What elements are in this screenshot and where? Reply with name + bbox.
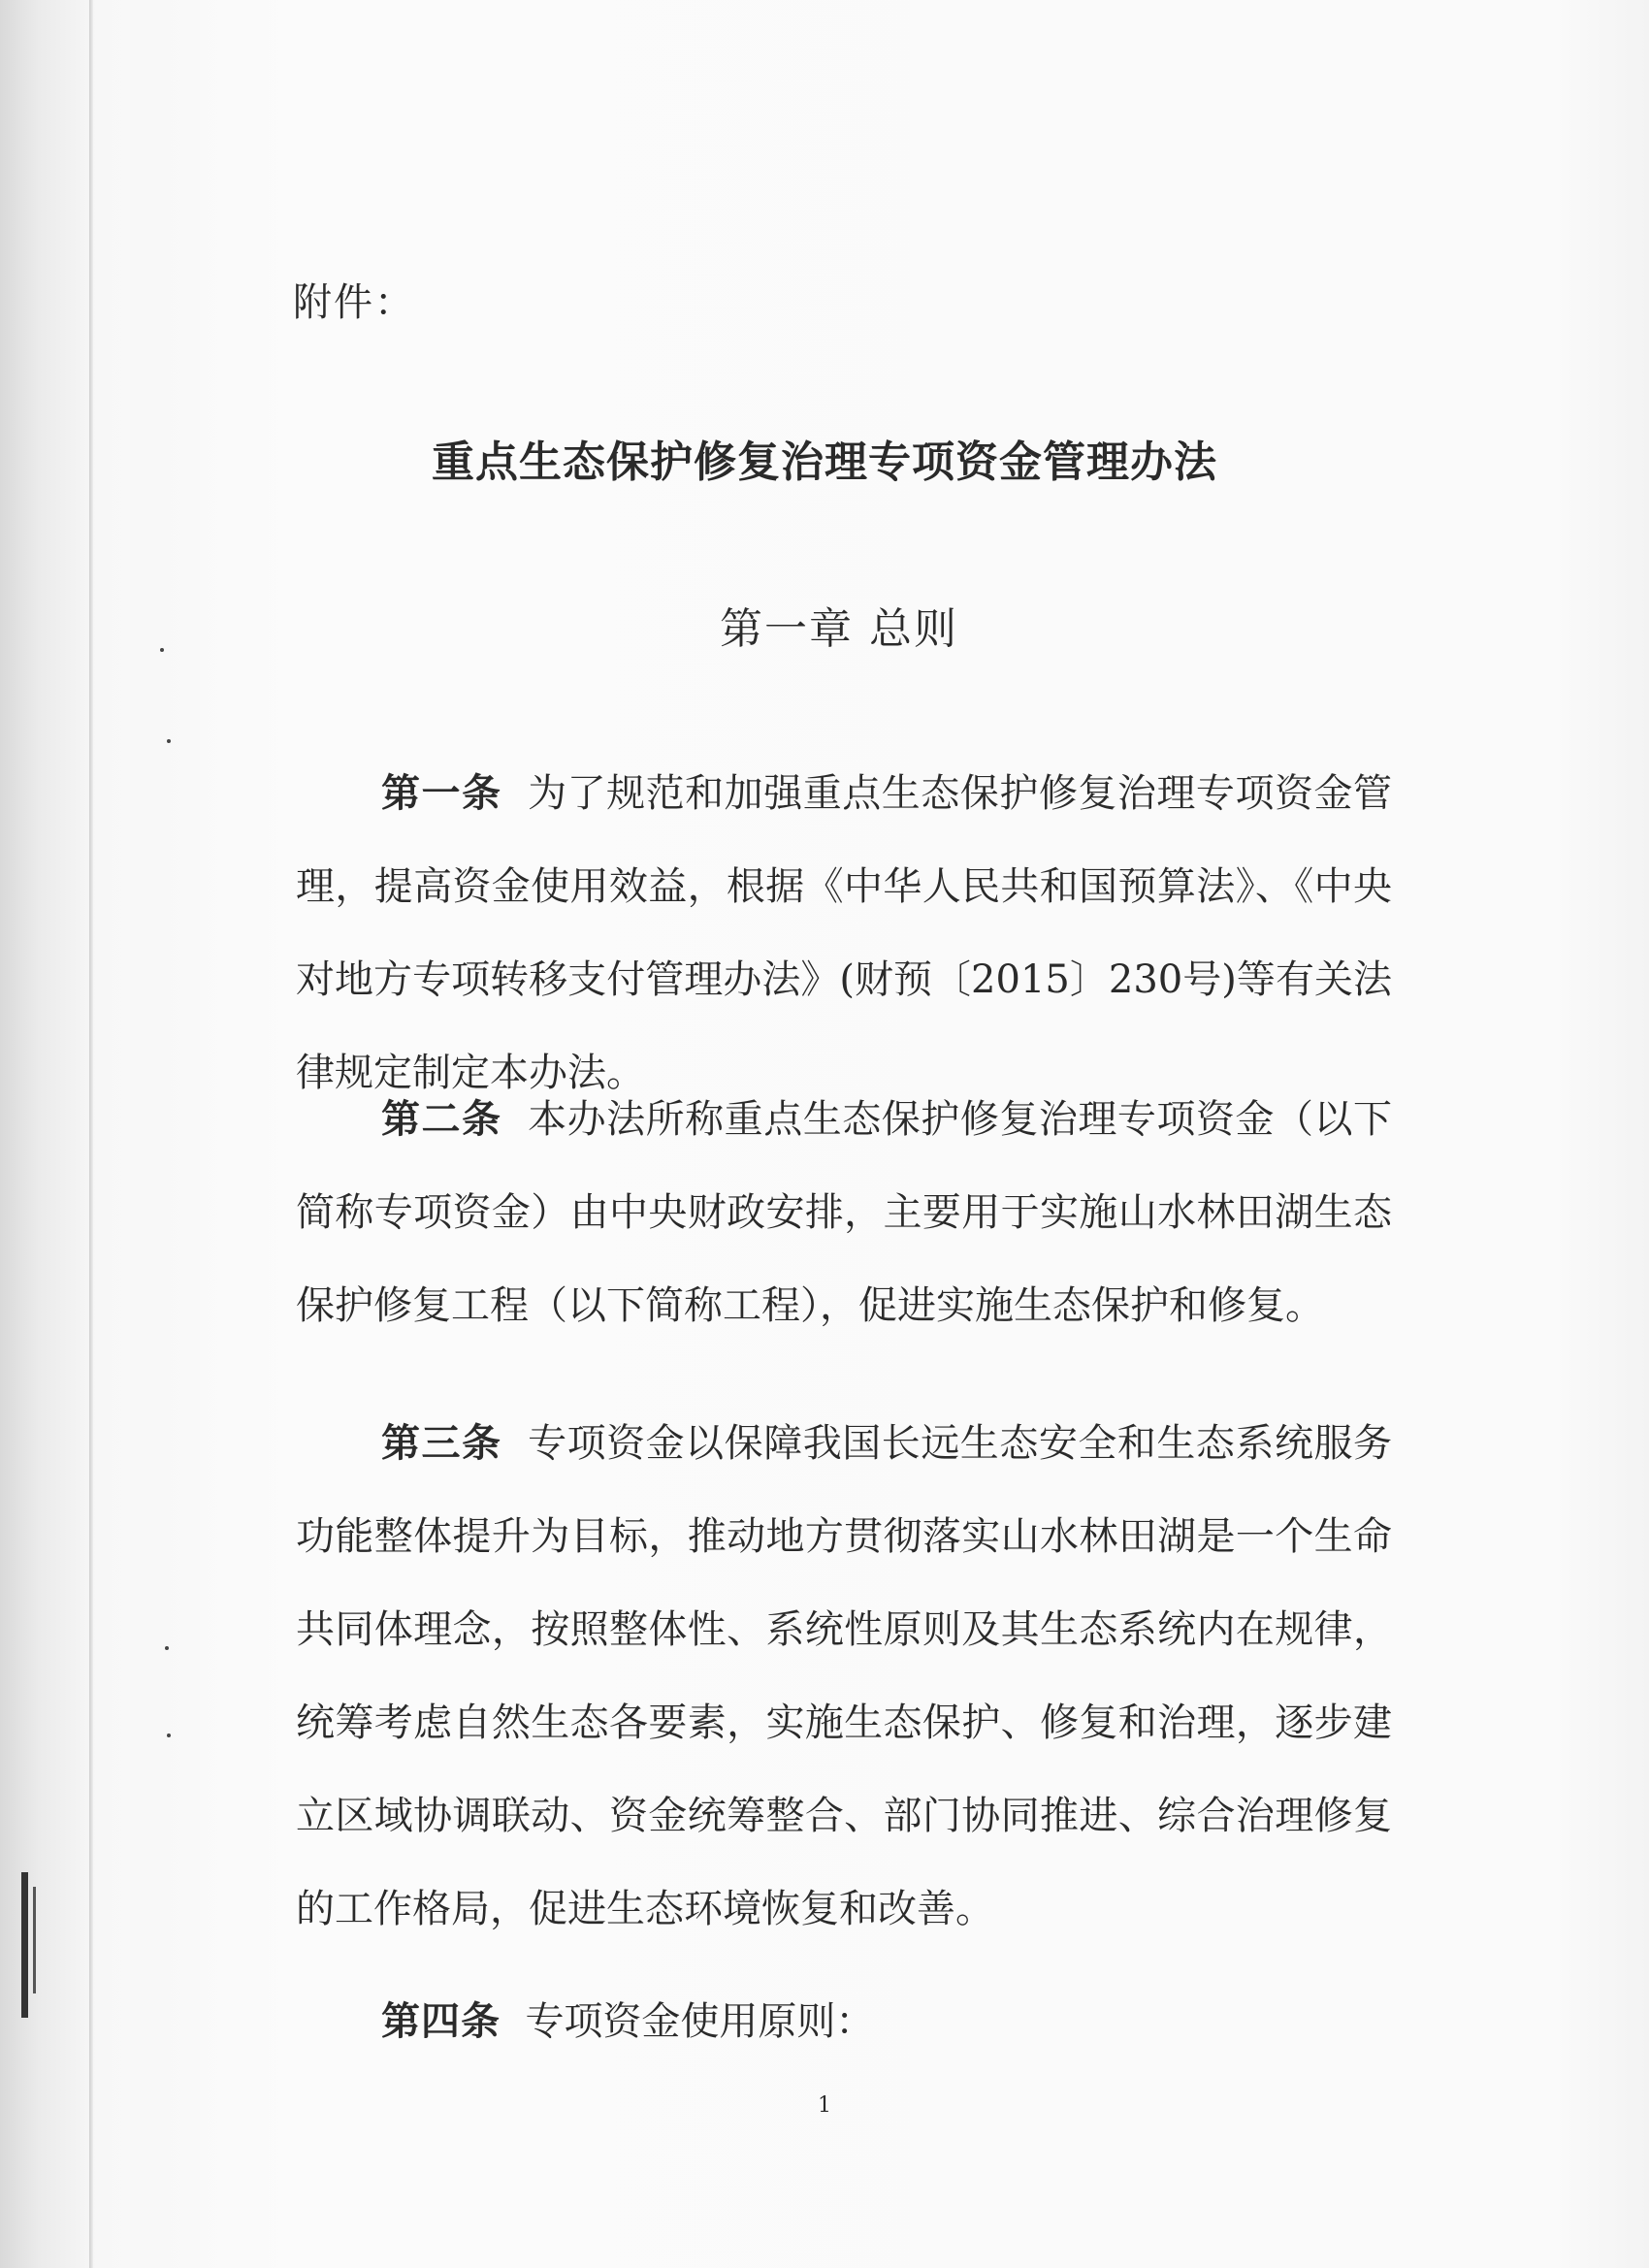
scanner-edge-mark-secondary bbox=[33, 1887, 36, 1993]
scan-speck bbox=[167, 1733, 171, 1737]
article-paragraph bbox=[296, 747, 1392, 1119]
scan-speck bbox=[167, 739, 171, 743]
attachment-label: 附件： bbox=[293, 280, 415, 325]
chapter-title: 第一章 总则 bbox=[720, 604, 958, 654]
article-1 bbox=[296, 747, 1392, 1119]
article-label: 第一条 bbox=[381, 770, 502, 816]
page-number: 1 bbox=[818, 2093, 831, 2118]
article-text: 为了规范和加强重点生态保护修复治理专项资金管理，提高资金使用效益，根据《中华人民共和国预算法》、《中央对地方专项转移支付管理办法》(财预〔2015〕230号)等有关法律规定制定本办法。 bbox=[296, 771, 1393, 1095]
article-text: 专项资金使用原则： bbox=[525, 1999, 875, 2044]
article-3 bbox=[296, 1397, 1392, 1956]
article-text: 本办法所称重点生态保护修复治理专项资金（以下简称专项资金）由中央财政安排，主要用于实施山水林田湖生态保护修复工程（以下简称工程），促进实施生态保护和修复。 bbox=[296, 1097, 1393, 1328]
scan-speck bbox=[165, 1646, 169, 1650]
page-edge-shadow bbox=[89, 0, 93, 2268]
article-text: 专项资金以保障我国长远生态安全和生态系统服务功能整体提升为目标，推动地方贯彻落实山水林田湖是一个生命共同体理念，按照整体性、系统性原则及其生态系统内在规律，统筹考虑自然生态各要素，实施生态保护、修复和治理，逐步建立区域协调联动、资金统筹整合、部门协同推进、综合治理修复的工作格局，促进生态环境恢复和改善。 bbox=[296, 1421, 1393, 1931]
scanner-edge-mark bbox=[21, 1872, 28, 2018]
article-label: 第四条 bbox=[381, 1998, 501, 2044]
article-paragraph bbox=[296, 1073, 1392, 1352]
document-title: 重点生态保护修复治理专项资金管理办法 bbox=[432, 437, 1217, 487]
article-label: 第三条 bbox=[381, 1420, 502, 1466]
article-paragraph bbox=[296, 1397, 1392, 1956]
article-label: 第二条 bbox=[381, 1096, 502, 1142]
article-4 bbox=[296, 1975, 1392, 2068]
article-paragraph bbox=[296, 1975, 1392, 2068]
article-2 bbox=[296, 1073, 1392, 1352]
